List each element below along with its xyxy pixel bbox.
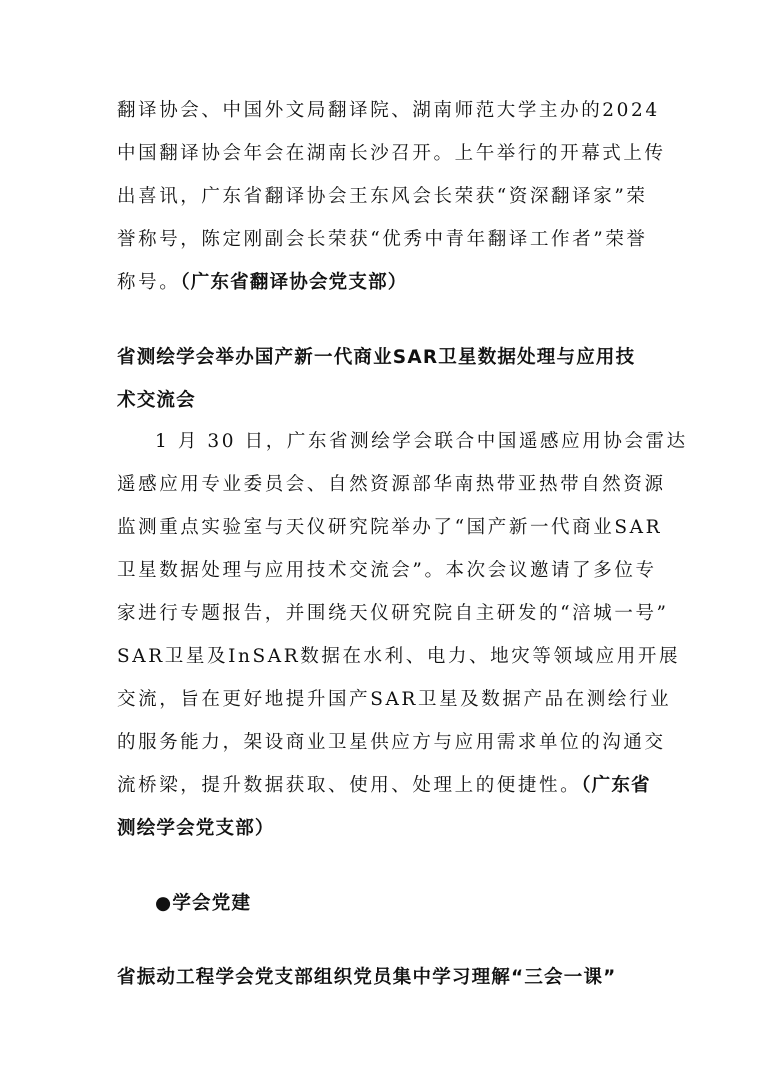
article2-title-line-1: 省测绘学会举办国产新一代商业SAR卫星数据处理与应用技 xyxy=(117,347,636,368)
paragraph1-last-text: 称号。 xyxy=(117,272,181,293)
article2-body-line-2: 遥感应用专业委员会、自然资源部华南热带亚热带自然资源 xyxy=(117,474,666,495)
article2-body-line-8: 的服务能力，架设商业卫星供应方与应用需求单位的沟通交 xyxy=(117,732,666,753)
section-heading: ●学会党建 xyxy=(155,893,252,914)
article2-title-line-2: 术交流会 xyxy=(117,390,196,411)
paragraph1-line-1: 翻译协会、中国外文局翻译院、湖南师范大学主办的2024 xyxy=(117,100,660,121)
article2-body-line-4: 卫星数据处理与应用技术交流会”。本次会议邀请了多位专 xyxy=(117,560,657,581)
article2-source-part1: （广东省 xyxy=(581,775,651,796)
paragraph1-line-2: 中国翻译协会年会在湖南长沙召开。上午举行的开幕式上传 xyxy=(117,143,666,164)
article2-body-line-7: 交流，旨在更好地提升国产SAR卫星及数据产品在测绘行业 xyxy=(117,689,672,710)
article2-body-line-3: 监测重点实验室与天仪研究院举办了“国产新一代商业SAR xyxy=(117,517,663,538)
article2-body-line-6: SAR卫星及InSAR数据在水利、电力、地灾等领域应用开展 xyxy=(117,646,681,667)
paragraph1-source: （广东省翻译协会党支部） xyxy=(180,272,408,293)
article3-title: 省振动工程学会党支部组织党员集中学习理解“三会一课” xyxy=(117,967,617,988)
article2-source-part2: 测绘学会党支部） xyxy=(117,818,275,839)
paragraph1-line-4: 誉称号，陈定刚副会长荣获“优秀中青年翻译工作者”荣誉 xyxy=(117,229,648,250)
article2-body-line-1: 1 月 30 日，广东省测绘学会联合中国遥感应用协会雷达 xyxy=(155,431,688,452)
article2-body-line-9 xyxy=(117,775,651,797)
article2-last-text: 流桥梁，提升数据获取、使用、处理上的便捷性。 xyxy=(117,775,582,796)
article2-body-line-5: 家进行专题报告，并围绕天仪研究院自主研发的“涪城一号” xyxy=(117,603,669,624)
paragraph1-line-3: 出喜讯，广东省翻译协会王东风会长荣获“资深翻译家”荣 xyxy=(117,186,648,207)
paragraph1-line-5 xyxy=(117,272,407,294)
